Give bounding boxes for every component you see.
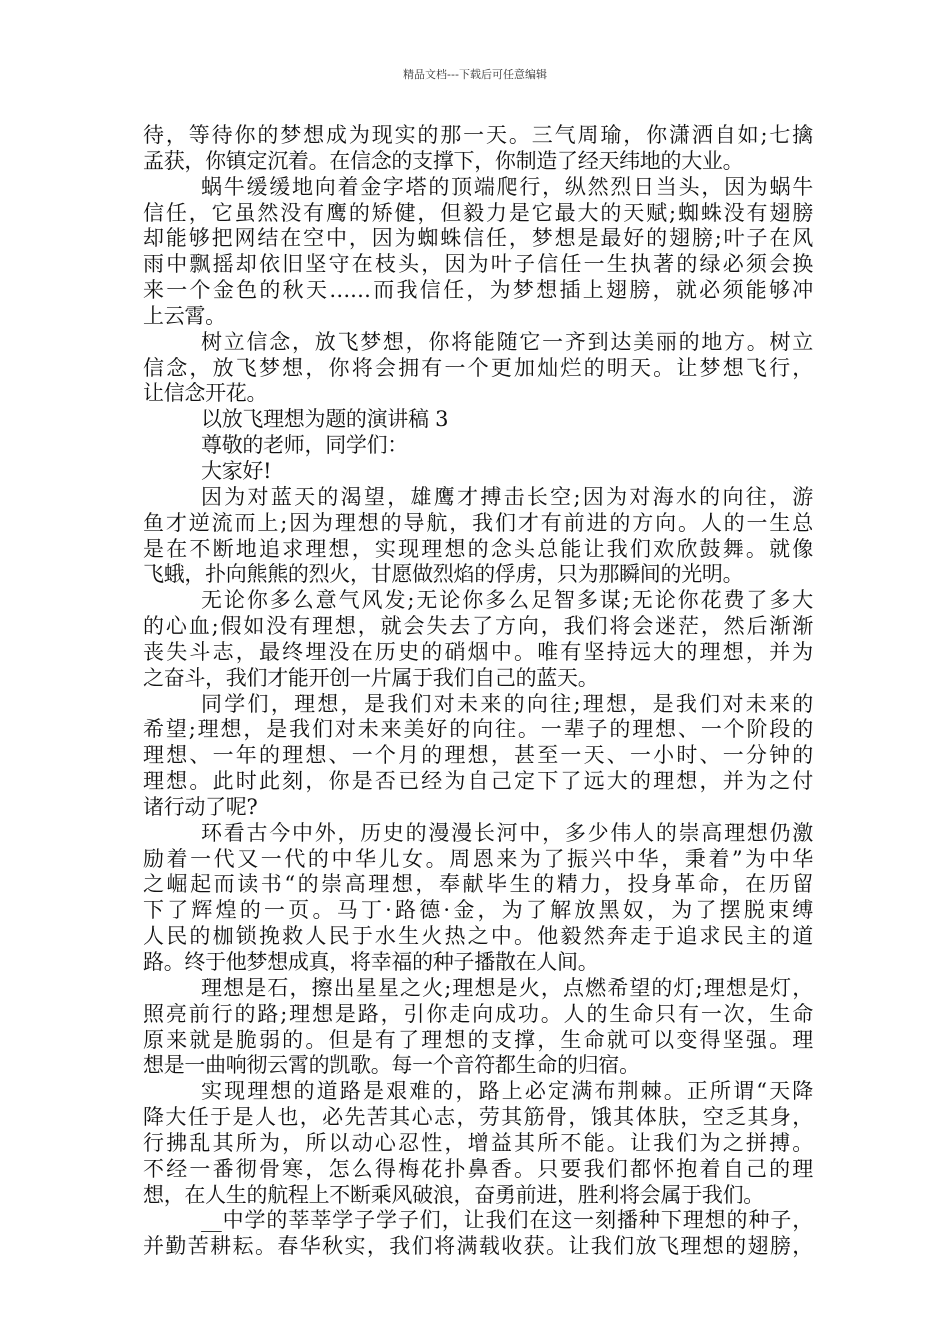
text-line: 想，在人生的航程上不断乘风破浪，奋勇前进，胜利将会属于我们。 xyxy=(143,1182,764,1207)
text-line: 的心血;假如没有理想，就会失去了方向，我们将会迷茫，然后渐渐 xyxy=(143,614,813,639)
paragraph xyxy=(143,1079,813,1208)
text-line: 理想、一年的理想、一个月的理想，甚至一天、一小时、一分钟的 xyxy=(143,743,813,768)
text-line: 孟获，你镇定沉着。在信念的支撑下，你制造了经天纬地的大业。 xyxy=(143,148,744,173)
text-line: 想是一曲响彻云霄的凯歌。每一个音符都生命的归宿。 xyxy=(143,1053,640,1078)
paragraph xyxy=(143,588,813,691)
text-line: 飞蛾，扑向熊熊的烈火，甘愿做烈焰的俘虏，只为那瞬间的光明。 xyxy=(143,562,744,587)
text-line: 是在不断地追求理想，实现理想的念头总能让我们欢欣鼓舞。就像 xyxy=(143,536,813,561)
text-line: 树立信念，放飞梦想，你将能随它一齐到达美丽的地方。树立 xyxy=(201,329,813,354)
text-line: 让信念开花。 xyxy=(143,381,268,406)
text-line: 行拂乱其所为，所以动心忍性，增益其所不能。让我们为之拼搏。 xyxy=(143,1130,813,1155)
text-line: 励着一代又一代的中华儿女。周恩来为了振兴中华，秉着”为中华 xyxy=(143,846,813,871)
text-line: 下了辉煌的一页。马丁·路德·金，为了解放黑奴，为了摆脱束缚 xyxy=(143,898,813,923)
page-header: 精品文档---下载后可任意编辑 xyxy=(403,68,547,81)
text-line: 来一个金色的秋天……而我信任，为梦想插上翅膀，就必须能够冲 xyxy=(143,278,813,303)
text-line: 信念，放飞梦想，你将会拥有一个更加灿烂的明天。让梦想飞行， xyxy=(143,355,813,380)
text-line: 上云霄。 xyxy=(143,303,226,328)
text-line: 信任，它虽然没有鹰的矫健，但毅力是它最大的天赋;蜘蛛没有翅膀 xyxy=(143,200,813,225)
speech-title xyxy=(143,407,813,433)
paragraph xyxy=(143,123,813,175)
text-line: 希望;理想，是我们对未来美好的向往。一辈子的理想、一个阶段的 xyxy=(143,717,813,742)
text-line: 雨中飘摇却依旧坚守在枝头，因为叶子信任一生执著的绿必须会换 xyxy=(143,252,813,277)
text-line: 丧失斗志，最终埋没在历史的硝烟中。唯有坚持远大的理想，并为 xyxy=(143,639,813,664)
text-line: 诸行动了呢? xyxy=(143,794,258,819)
text-line: 蜗牛缓缓地向着金字塔的顶端爬行，纵然烈日当头，因为蜗牛 xyxy=(201,174,813,199)
text-line: 待，等待你的梦想成为现实的那一天。三气周瑜，你潇洒自如;七擒 xyxy=(143,123,813,147)
text-line: 同学们，理想，是我们对未来的向往;理想，是我们对未来的 xyxy=(201,691,813,716)
paragraph xyxy=(143,485,813,588)
paragraph xyxy=(143,976,813,1079)
text-line: 人民的枷锁挽救人民于水生火热之中。他毅然奔走于追求民主的道 xyxy=(143,924,813,949)
text-line: 照亮前行的路;理想是路，引你走向成功。人的生命只有一次，生命 xyxy=(143,1001,813,1026)
paragraph xyxy=(143,1208,813,1260)
text-line: __中学的莘莘学子学子们，让我们在这一刻播种下理想的种子， xyxy=(201,1208,813,1233)
text-line: 之崛起而读书“的崇高理想，奉献毕生的精力，投身革命，在历留 xyxy=(143,872,813,897)
salutation xyxy=(143,433,813,459)
text-line: 并勤苦耕耘。春华秋实，我们将满载收获。让我们放飞理想的翅膀， xyxy=(143,1234,813,1259)
text-line: 大家好! xyxy=(201,458,272,483)
text-line: 不经一番彻骨寒，怎么得梅花扑鼻香。只要我们都怀抱着自己的理 xyxy=(143,1156,813,1181)
text-line: 之奋斗，我们才能开创一片属于我们自己的蓝天。 xyxy=(143,665,599,690)
paragraph xyxy=(143,330,813,408)
text-line: 理想是石，擦出星星之火;理想是火，点燃希望的灯;理想是灯， xyxy=(201,975,813,1000)
text-line: 以放飞理想为题的演讲稿 3 xyxy=(201,407,449,432)
paragraph xyxy=(143,692,813,821)
greeting xyxy=(143,459,813,485)
text-line: 环看古今中外，历史的漫漫长河中，多少伟人的崇高理想仍激 xyxy=(201,820,813,845)
text-line: 原来就是脆弱的。但是有了理想的支撑，生命就可以变得坚强。理 xyxy=(143,1027,813,1052)
text-line: 降大任于是人也，必先苦其心志，劳其筋骨，饿其体肤，空乏其身， xyxy=(143,1105,813,1130)
paragraph xyxy=(143,175,813,330)
text-line: 实现理想的道路是艰难的，路上必定满布荆棘。正所谓“天降 xyxy=(201,1079,813,1104)
text-line: 因为对蓝天的渴望，雄鹰才搏击长空;因为对海水的向往，游 xyxy=(201,484,813,509)
text-line: 理想。此时此刻，你是否已经为自己定下了远大的理想，并为之付 xyxy=(143,769,813,794)
text-line: 无论你多么意气风发;无论你多么足智多谋;无论你花费了多大 xyxy=(201,588,813,613)
text-line: 尊敬的老师，同学们： xyxy=(201,433,408,458)
paragraph xyxy=(143,821,813,976)
text-line: 鱼才逆流而上;因为理想的导航，我们才有前进的方向。人的一生总 xyxy=(143,510,813,535)
text-line: 却能够把网结在空中，因为蜘蛛信任，梦想是最好的翅膀;叶子在风 xyxy=(143,226,813,251)
document-body xyxy=(143,123,813,1260)
text-line: 路。终于他梦想成真，将幸福的种子播散在人间。 xyxy=(143,950,599,974)
